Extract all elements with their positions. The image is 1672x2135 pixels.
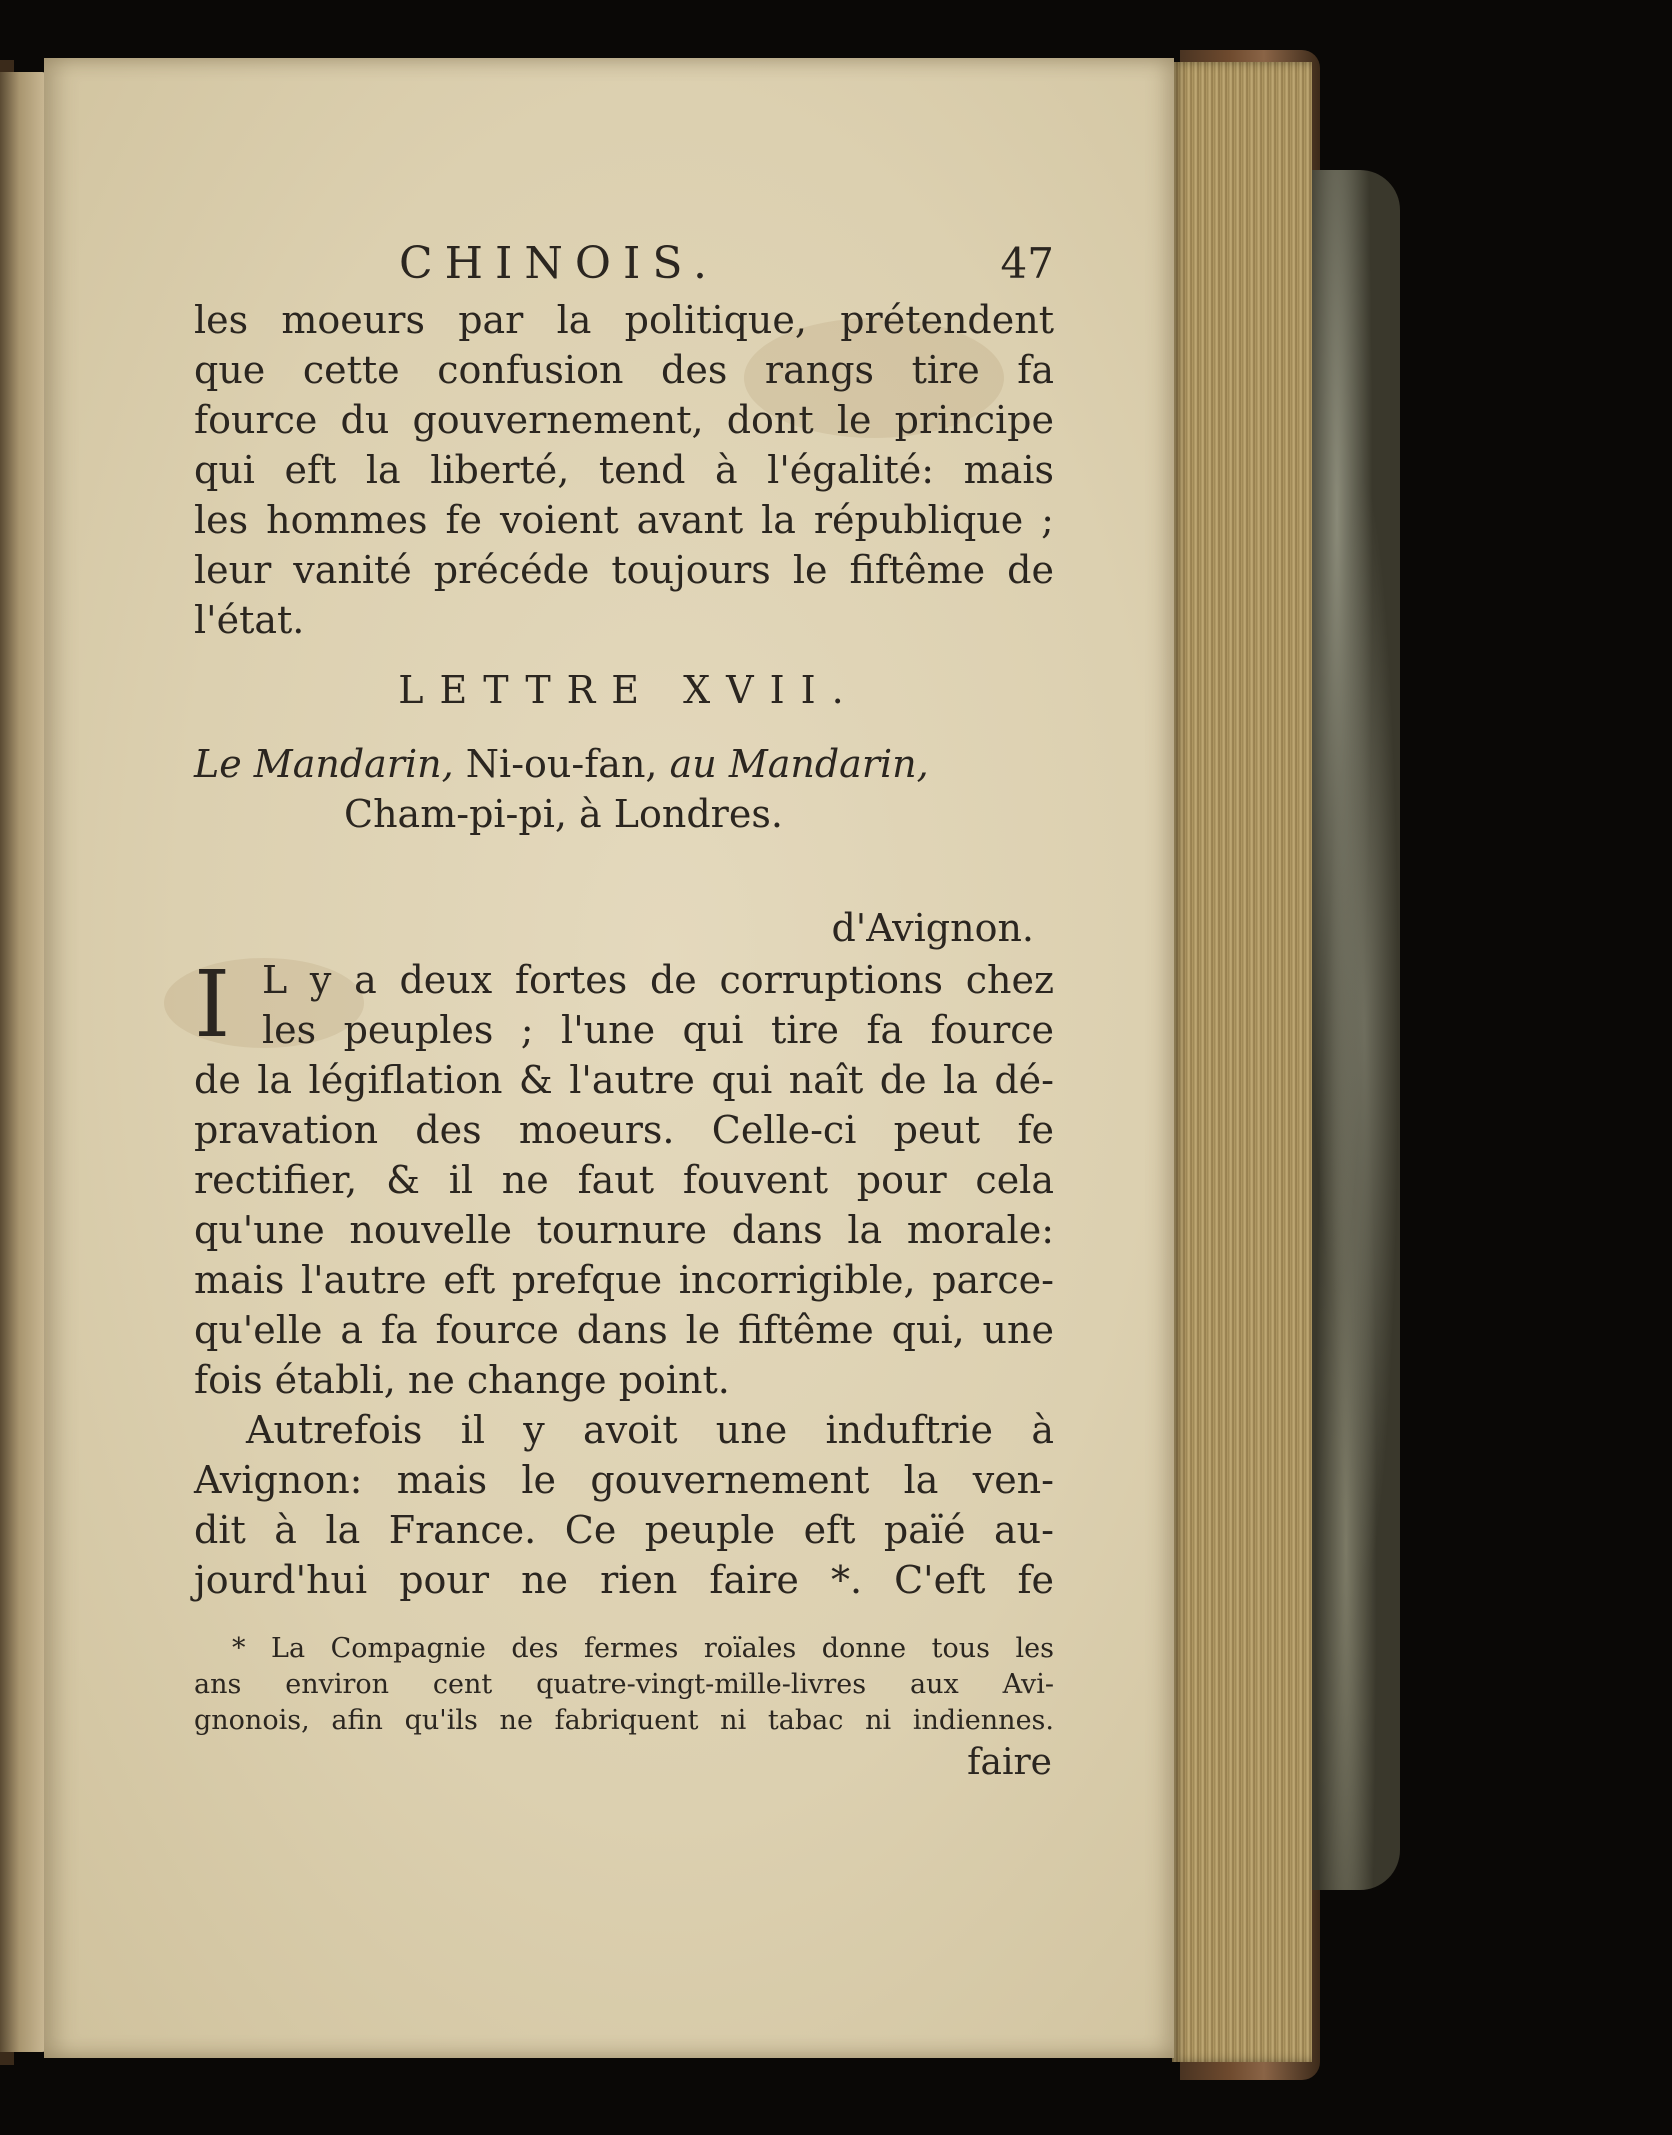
running-head: CHINOIS. [399, 238, 719, 289]
text-line: jourd'hui pour ne rien faire *. C'eft fe [194, 1558, 1054, 1602]
text-line: les hommes fe voient avant la république ; [194, 498, 1054, 542]
book-page [44, 58, 1174, 2058]
page-number: 47 [1000, 239, 1054, 288]
letter-title: LETTRE XVII. [398, 668, 860, 712]
text-line: fource du gouvernement, dont le principe [194, 398, 1054, 442]
text-line: leur vanité précéde toujours le fiftême de [194, 548, 1054, 592]
address-recipient-title: au Mandarin, [669, 742, 929, 786]
address-sender-title: Le Mandarin, [194, 742, 454, 786]
text-line: Autrefois il y avoit une induftrie à [246, 1408, 1054, 1452]
text-line: pravation des moeurs. Celle-ci peut fe [194, 1108, 1054, 1152]
text-line: qu'une nouvelle tournure dans la morale: [194, 1208, 1054, 1252]
text-line: Avignon: mais le gouvernement la ven- [194, 1458, 1054, 1502]
text-line: qui eft la liberté, tend à l'égalité: mais [194, 448, 1054, 492]
footnote [194, 1631, 1054, 1739]
page-edges [1172, 62, 1312, 2062]
text-line: que cette confusion des rangs tire fa [194, 348, 1054, 392]
catchword: faire [967, 1742, 1052, 1783]
text-line: L y a deux fortes de corruptions chez [262, 958, 1054, 1002]
text-line: dit à la France. Ce peuple eft païé au- [194, 1508, 1054, 1552]
facing-page-edge [0, 72, 48, 2052]
marbled-board [1310, 170, 1400, 1890]
text-line: mais l'autre eft prefque incorrigible, parce- [194, 1258, 1054, 1302]
paragraph-1 [194, 951, 1054, 1405]
paragraph-2 [194, 1405, 1054, 1605]
footnote-line: * La Compagnie des fermes roïales donne tous les [232, 1633, 1054, 1664]
page-header [194, 233, 1054, 295]
letter-address-line: Cham-pi-pi, à Londres. [344, 792, 783, 836]
text-line: les moeurs par la politique, prétendent [194, 298, 1054, 342]
drop-cap: I [194, 951, 231, 1058]
text-line: les peuples ; l'une qui tire fa fource [262, 1008, 1054, 1052]
intro-passage [194, 295, 1054, 645]
text-line: fois établi, ne change point. [194, 1358, 730, 1402]
text-line: de la légiflation & l'autre qui naît de la dé- [194, 1058, 1054, 1102]
letter-place: d'Avignon. [831, 906, 1034, 950]
text-block [194, 233, 1054, 1787]
letter-address-line [194, 739, 1054, 789]
text-line: rectifier, & il ne faut fouvent pour cela [194, 1158, 1054, 1202]
text-line: l'état. [194, 598, 305, 642]
footnote-line: gnonois, afin qu'ils ne fabriquent ni tabac ni indiennes. [194, 1705, 1054, 1736]
footnote-line: ans environ cent quatre-vingt-mille-livres aux Avi- [194, 1669, 1054, 1700]
text-line: qu'elle a fa fource dans le fiftême qui, une [194, 1308, 1054, 1352]
address-sender-name: Ni-ou-fan, [465, 742, 658, 786]
